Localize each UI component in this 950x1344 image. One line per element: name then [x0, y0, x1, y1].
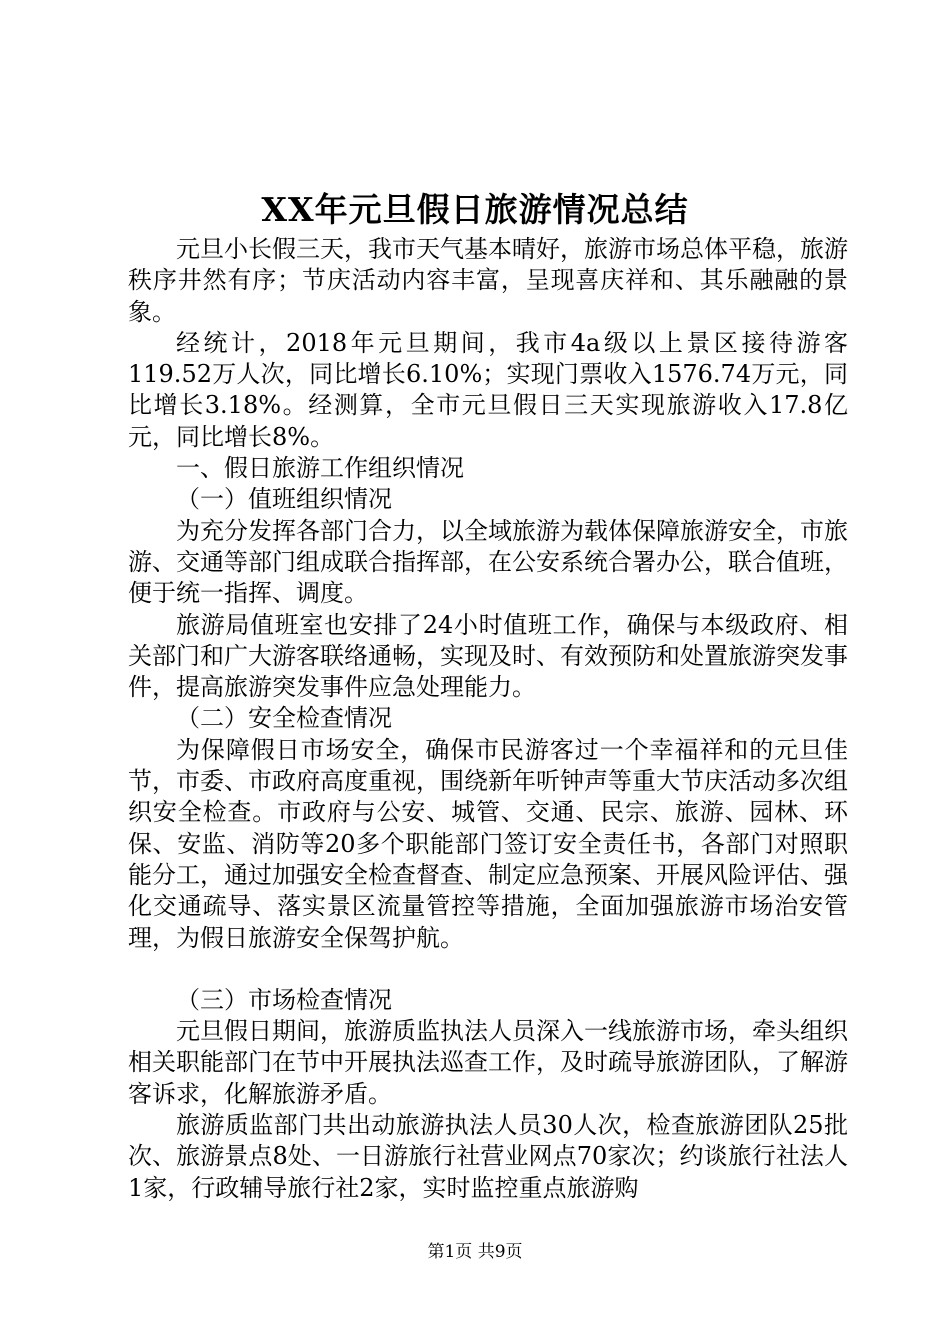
- paragraph-market-inspection: 元旦假日期间，旅游质监执法人员深入一线旅游市场，牵头组织相关职能部门在节中开展执法巡查工作，及时疏导旅游团队，了解游客诉求，化解旅游矛盾。: [128, 1017, 848, 1108]
- paragraph-statistics: 经统计，2018年元旦期间，我市4a级以上景区接待游客119.52万人次，同比增长6.10%；实现门票收入1576.74万元，同比增长3.18%。经测算，全市元旦假日三天实现旅游收入17.8亿元，同比增长8%。: [128, 328, 848, 451]
- section-heading-1: 一、假日旅游工作组织情况: [176, 454, 464, 483]
- paragraph-duty-office: 旅游局值班室也安排了24小时值班工作，确保与本级政府、相关部门和广大游客联络通畅，实现及时、有效预防和处置旅游突发事件，提高旅游突发事件应急处理能力。: [128, 610, 848, 702]
- subsection-heading-duty: （一）值班组织情况: [176, 485, 392, 514]
- paragraph-gap: [128, 954, 848, 985]
- paragraph-intro: 元旦小长假三天，我市天气基本晴好，旅游市场总体平稳，旅游秩序井然有序；节庆活动内容丰富，呈现喜庆祥和、其乐融融的景象。: [128, 235, 848, 326]
- subsection-heading-safety: （二）安全检查情况: [176, 704, 392, 733]
- paragraph-duty-command: 为充分发挥各部门合力，以全域旅游为载体保障旅游安全，市旅游、交通等部门组成联合指挥部，在公安系统合署办公，联合值班，便于统一指挥、调度。: [128, 516, 848, 608]
- paragraph-market-enforcement: 旅游质监部门共出动旅游执法人员30人次，检查旅游团队25批次、旅游景点8处、一日游旅行社营业网点70家次；约谈旅行社法人1家，行政辅导旅行社2家，实时监控重点旅游购: [128, 1111, 848, 1202]
- paragraph-safety: 为保障假日市场安全，确保市民游客过一个幸福祥和的元旦佳节，市委、市政府高度重视，围绕新年听钟声等重大节庆活动多次组织安全检查。市政府与公安、城管、交通、民宗、旅游、园林、环保、安监、消防等20多个职能部门签订安全责任书，各部门对照职能分工，通过加强安全检查督查、制定应急预案、开展风险评估、强化交通疏导、落实景区流量管控等措施，全面加强旅游市场治安管理，为假日旅游安全保驾护航。: [128, 735, 848, 952]
- page-number: 第1页 共9页: [427, 1242, 523, 1262]
- subsection-heading-market: （三）市场检查情况: [176, 985, 392, 1014]
- document-body: [128, 234, 848, 1204]
- document-title: XX年元旦假日旅游情况总结: [261, 190, 689, 229]
